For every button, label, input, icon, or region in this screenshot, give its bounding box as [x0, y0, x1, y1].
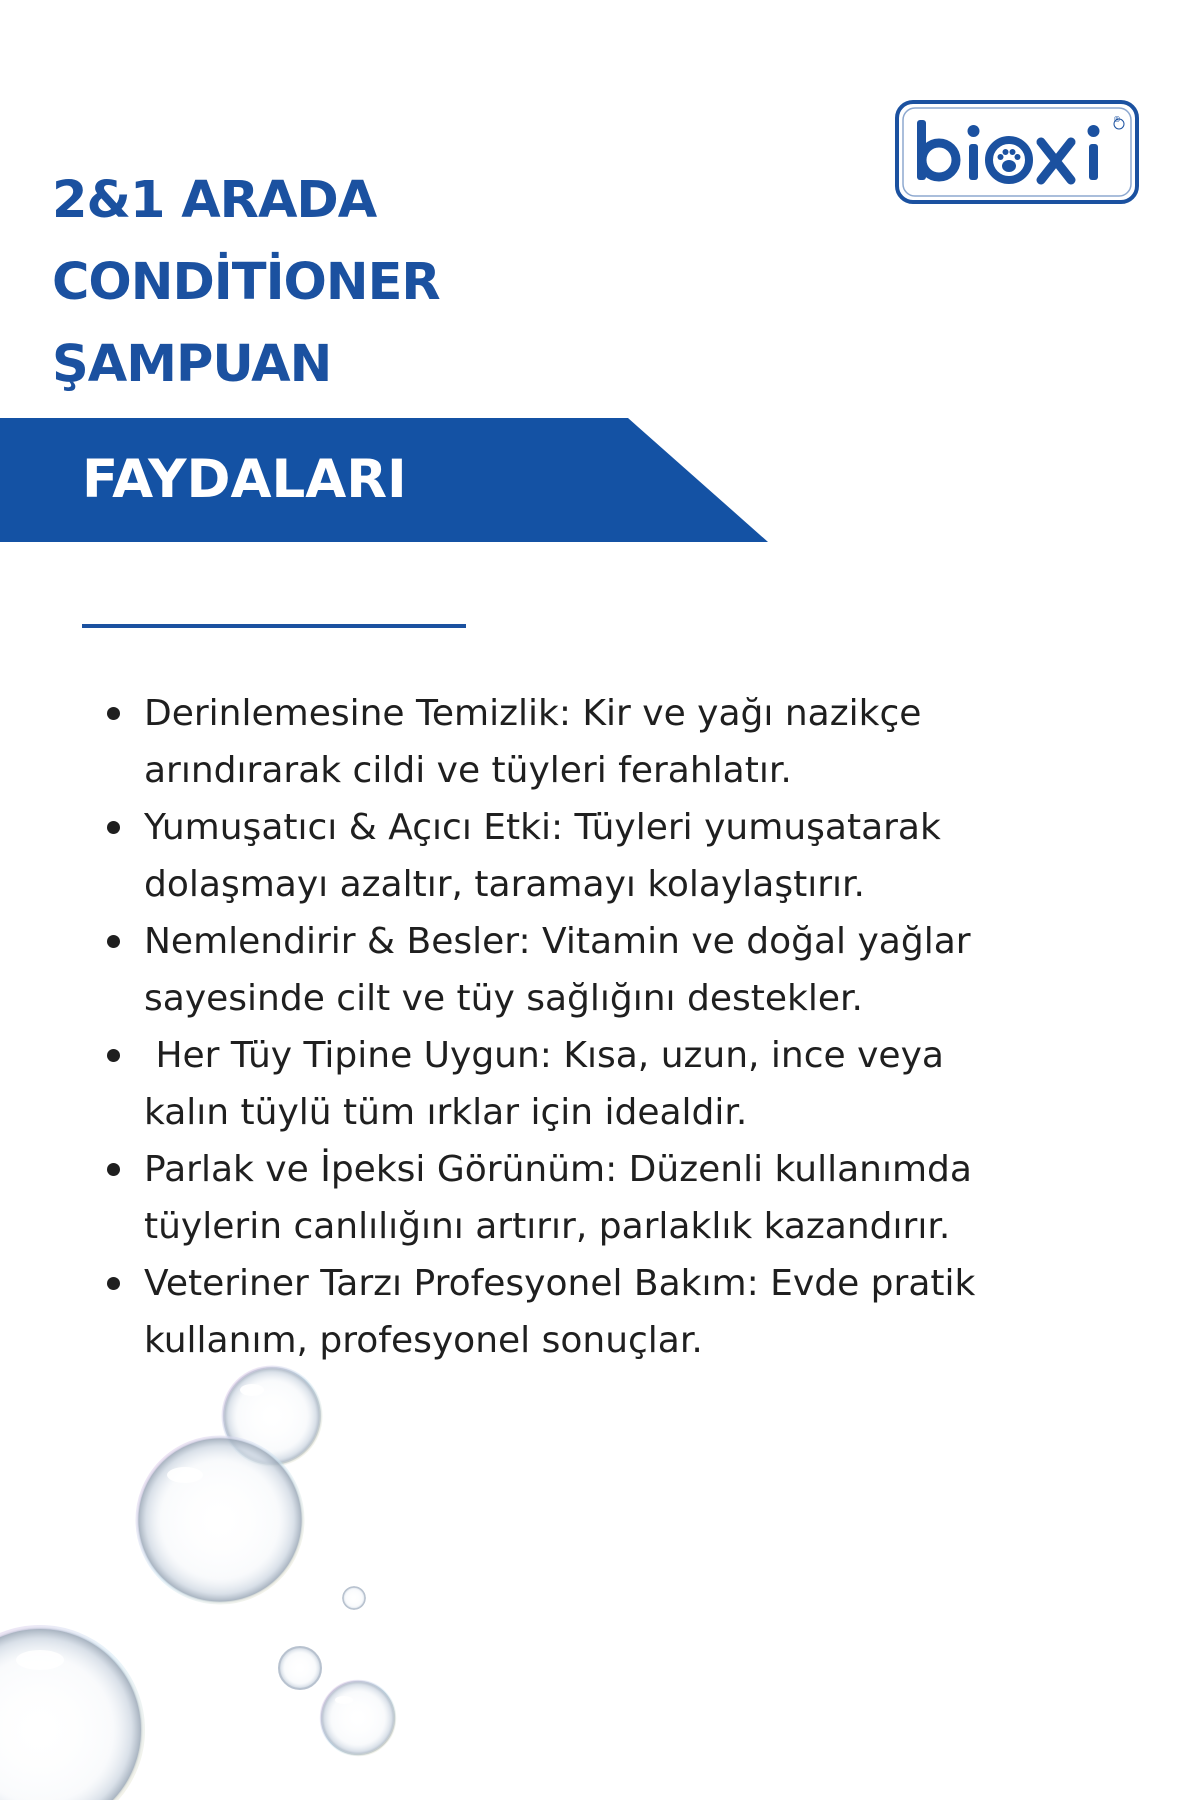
bullet-icon: [107, 1049, 120, 1062]
banner-label: FAYDALARI: [82, 449, 407, 510]
paw-icon: [998, 149, 1021, 172]
benefit-line: sayesinde cilt ve tüy sağlığını destekler.: [144, 978, 863, 1019]
benefit-line: Derinlemesine Temizlik: Kir ve yağı nazikçe: [144, 693, 922, 734]
soap-bubbles-icon: [0, 1340, 420, 1800]
title-line-1: 2&1 ARADA: [52, 171, 377, 230]
benefit-line: Nemlendirir & Besler: Vitamin ve doğal yağlar: [144, 921, 971, 962]
benefit-line: Veteriner Tarzı Profesyonel Bakım: Evde pratik: [144, 1263, 976, 1304]
benefit-line: Parlak ve İpeksi Görünüm: Düzenli kullanımda: [144, 1149, 972, 1190]
bullet-icon: [107, 821, 120, 834]
benefit-line: dolaşmayı azaltır, taramayı kolaylaştırır.: [144, 864, 865, 905]
bioxi-logo: [893, 98, 1145, 208]
benefit-line: Her Tüy Tipine Uygun: Kısa, uzun, ince veya: [144, 1035, 944, 1076]
bullet-icon: [107, 935, 120, 948]
benefit-line: Yumuşatıcı & Açıcı Etki: Tüyleri yumuşatarak: [144, 807, 941, 848]
benefit-line: arındırarak cildi ve tüyleri ferahlatır.: [144, 750, 792, 791]
benefit-item: [104, 1141, 1104, 1255]
bullet-icon: [107, 707, 120, 720]
bullet-icon: [107, 1163, 120, 1176]
title-line-2: CONDİTİONER: [52, 253, 440, 312]
benefit-line: kullanım, profesyonel sonuçlar.: [144, 1320, 703, 1361]
benefits-banner: [0, 418, 770, 542]
section-divider: [82, 624, 466, 628]
benefit-item: [104, 913, 1104, 1027]
benefit-item: [104, 799, 1104, 913]
title-line-3: ŞAMPUAN: [52, 335, 332, 394]
product-title: [52, 160, 652, 406]
bullet-icon: [107, 1277, 120, 1290]
benefit-line: tüylerin canlılığını artırır, parlaklık kazandırır.: [144, 1206, 951, 1247]
registered-mark: ®: [1113, 115, 1121, 124]
logo-graphic: [893, 98, 1145, 208]
benefit-line: kalın tüylü tüm ırklar için idealdir.: [144, 1092, 748, 1133]
benefit-item: [104, 1027, 1104, 1141]
benefit-item: [104, 685, 1104, 799]
benefits-list: [104, 685, 1104, 1369]
